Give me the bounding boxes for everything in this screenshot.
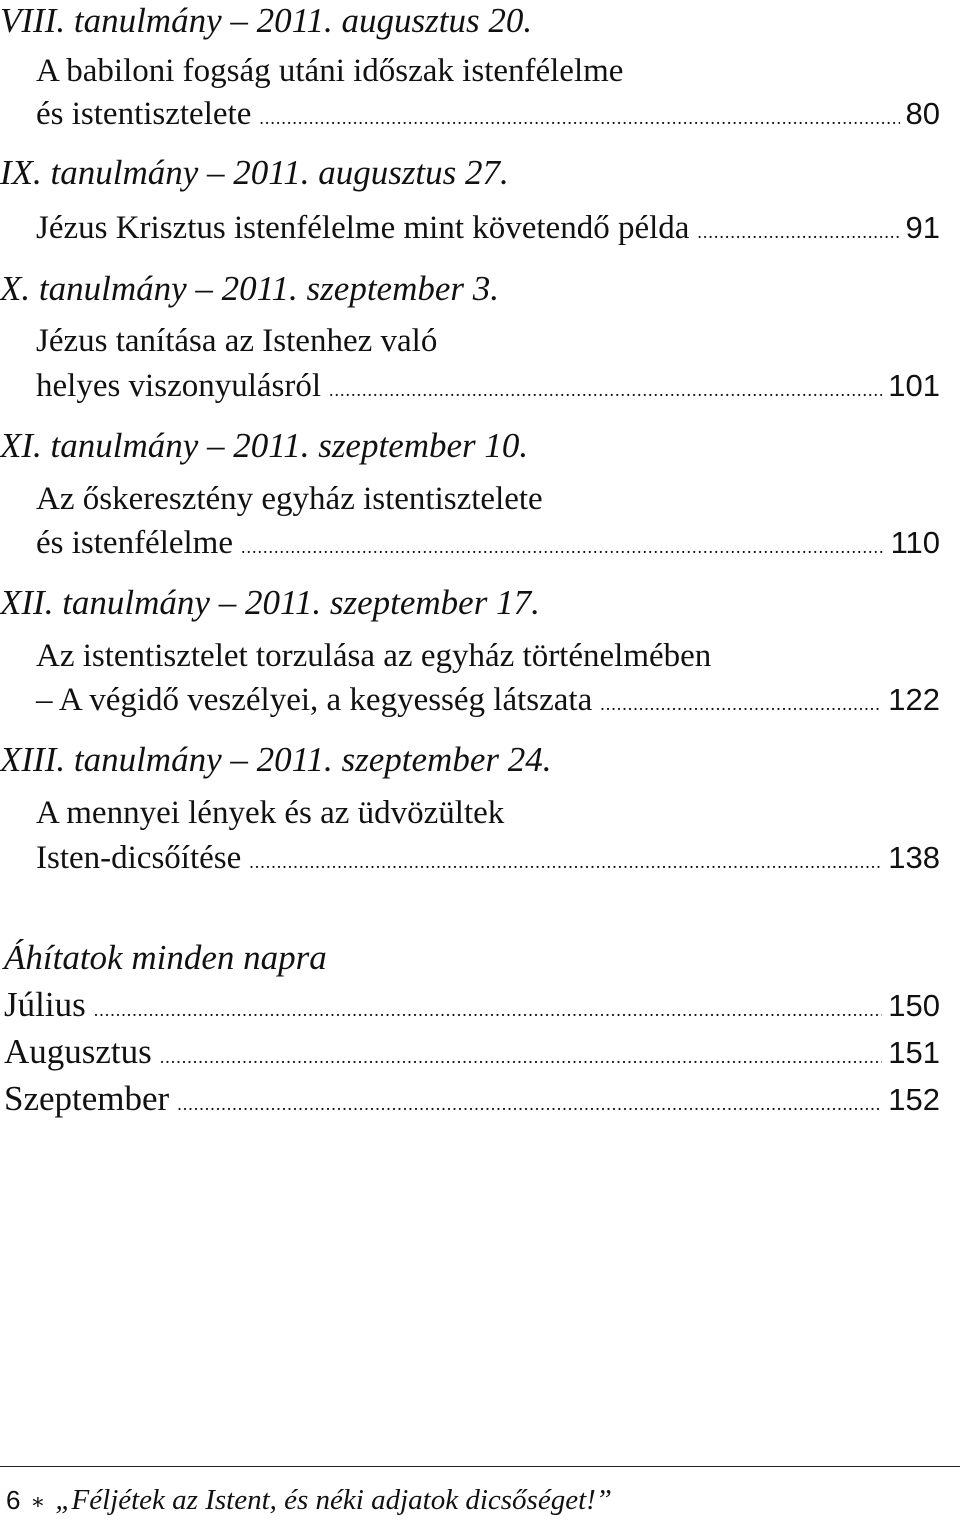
lesson-11-title-line-1: Az őskeresztény egyház istentisztelete bbox=[36, 481, 543, 517]
lesson-8-title-line-1: A babiloni fogság utáni időszak istenfélelme bbox=[36, 53, 624, 89]
lesson-9-heading: IX. tanulmány – 2011. augusztus 27. bbox=[0, 153, 509, 192]
lesson-11-page-number: 110 bbox=[890, 525, 940, 560]
devotionals-heading: Áhítatok minden napra bbox=[4, 938, 327, 977]
devotional-entry-september[interactable] bbox=[4, 1076, 940, 1122]
lesson-9-page-number: 91 bbox=[905, 210, 940, 245]
lesson-10-title-line-1: Jézus tanítása az Istenhez való bbox=[36, 323, 438, 359]
lesson-8-page-number: 80 bbox=[905, 96, 940, 131]
lesson-8-heading: VIII. tanulmány – 2011. augusztus 20. bbox=[0, 1, 533, 40]
devotional-label-july: Július bbox=[4, 985, 86, 1024]
devotional-entry-july[interactable] bbox=[4, 982, 940, 1028]
lesson-13-entry[interactable] bbox=[36, 835, 940, 881]
lesson-13-title-line-1: A mennyei lények és az üdvözültek bbox=[36, 795, 505, 831]
dot-leader bbox=[600, 681, 882, 727]
lesson-10-page-number: 101 bbox=[888, 368, 940, 403]
dot-leader bbox=[249, 839, 882, 885]
lesson-12-title-line-2: – A végidő veszélyei, a kegyesség látszata bbox=[36, 682, 593, 718]
lesson-12-title-line-1: Az istentisztelet torzulása az egyház történelmében bbox=[36, 638, 712, 674]
lesson-11-heading: XI. tanulmány – 2011. szeptember 10. bbox=[0, 426, 529, 465]
footer-page-number: 6 bbox=[6, 1485, 21, 1515]
dot-leader bbox=[160, 1034, 882, 1080]
lesson-10-title-line-2: helyes viszonyulásról bbox=[36, 368, 322, 404]
lesson-8-title-line-2: és istentisztelete bbox=[36, 96, 252, 132]
lesson-11-title-line-2: és istenfélelme bbox=[36, 525, 234, 561]
asterisk-icon: ∗ bbox=[30, 1489, 46, 1514]
lesson-10-heading: X. tanulmány – 2011. szeptember 3. bbox=[0, 269, 500, 308]
devotional-page-july: 150 bbox=[888, 988, 940, 1023]
devotional-entry-august[interactable] bbox=[4, 1029, 940, 1075]
dot-leader bbox=[329, 367, 882, 413]
lesson-9-title: Jézus Krisztus istenfélelme mint követendő példa bbox=[36, 210, 690, 246]
devotional-page-september: 152 bbox=[888, 1082, 940, 1117]
lesson-13-heading: XIII. tanulmány – 2011. szeptember 24. bbox=[0, 740, 552, 779]
lesson-13-page-number: 138 bbox=[888, 840, 940, 875]
dot-leader bbox=[94, 987, 883, 1033]
page-footer bbox=[6, 1480, 612, 1520]
lesson-12-page-number: 122 bbox=[888, 682, 940, 717]
footer-motto: „Féljétek az Istent, és néki adjatok dicsőséget!” bbox=[55, 1484, 612, 1516]
footer-rule bbox=[0, 1466, 960, 1467]
dot-leader bbox=[177, 1081, 882, 1127]
dot-leader bbox=[259, 95, 899, 141]
lesson-9-entry[interactable] bbox=[36, 205, 940, 251]
lesson-12-heading: XII. tanulmány – 2011. szeptember 17. bbox=[0, 583, 540, 622]
dot-leader bbox=[697, 209, 899, 255]
lesson-13-title-line-2: Isten-dicsőítése bbox=[36, 840, 242, 876]
lesson-8-entry[interactable] bbox=[36, 91, 940, 137]
devotional-label-september: Szeptember bbox=[4, 1079, 170, 1118]
devotional-label-august: Augusztus bbox=[4, 1032, 152, 1071]
lesson-10-entry[interactable] bbox=[36, 363, 940, 409]
dot-leader bbox=[241, 524, 885, 570]
lesson-11-entry[interactable] bbox=[36, 520, 940, 566]
devotional-page-august: 151 bbox=[888, 1035, 940, 1070]
lesson-12-entry[interactable] bbox=[36, 677, 940, 723]
